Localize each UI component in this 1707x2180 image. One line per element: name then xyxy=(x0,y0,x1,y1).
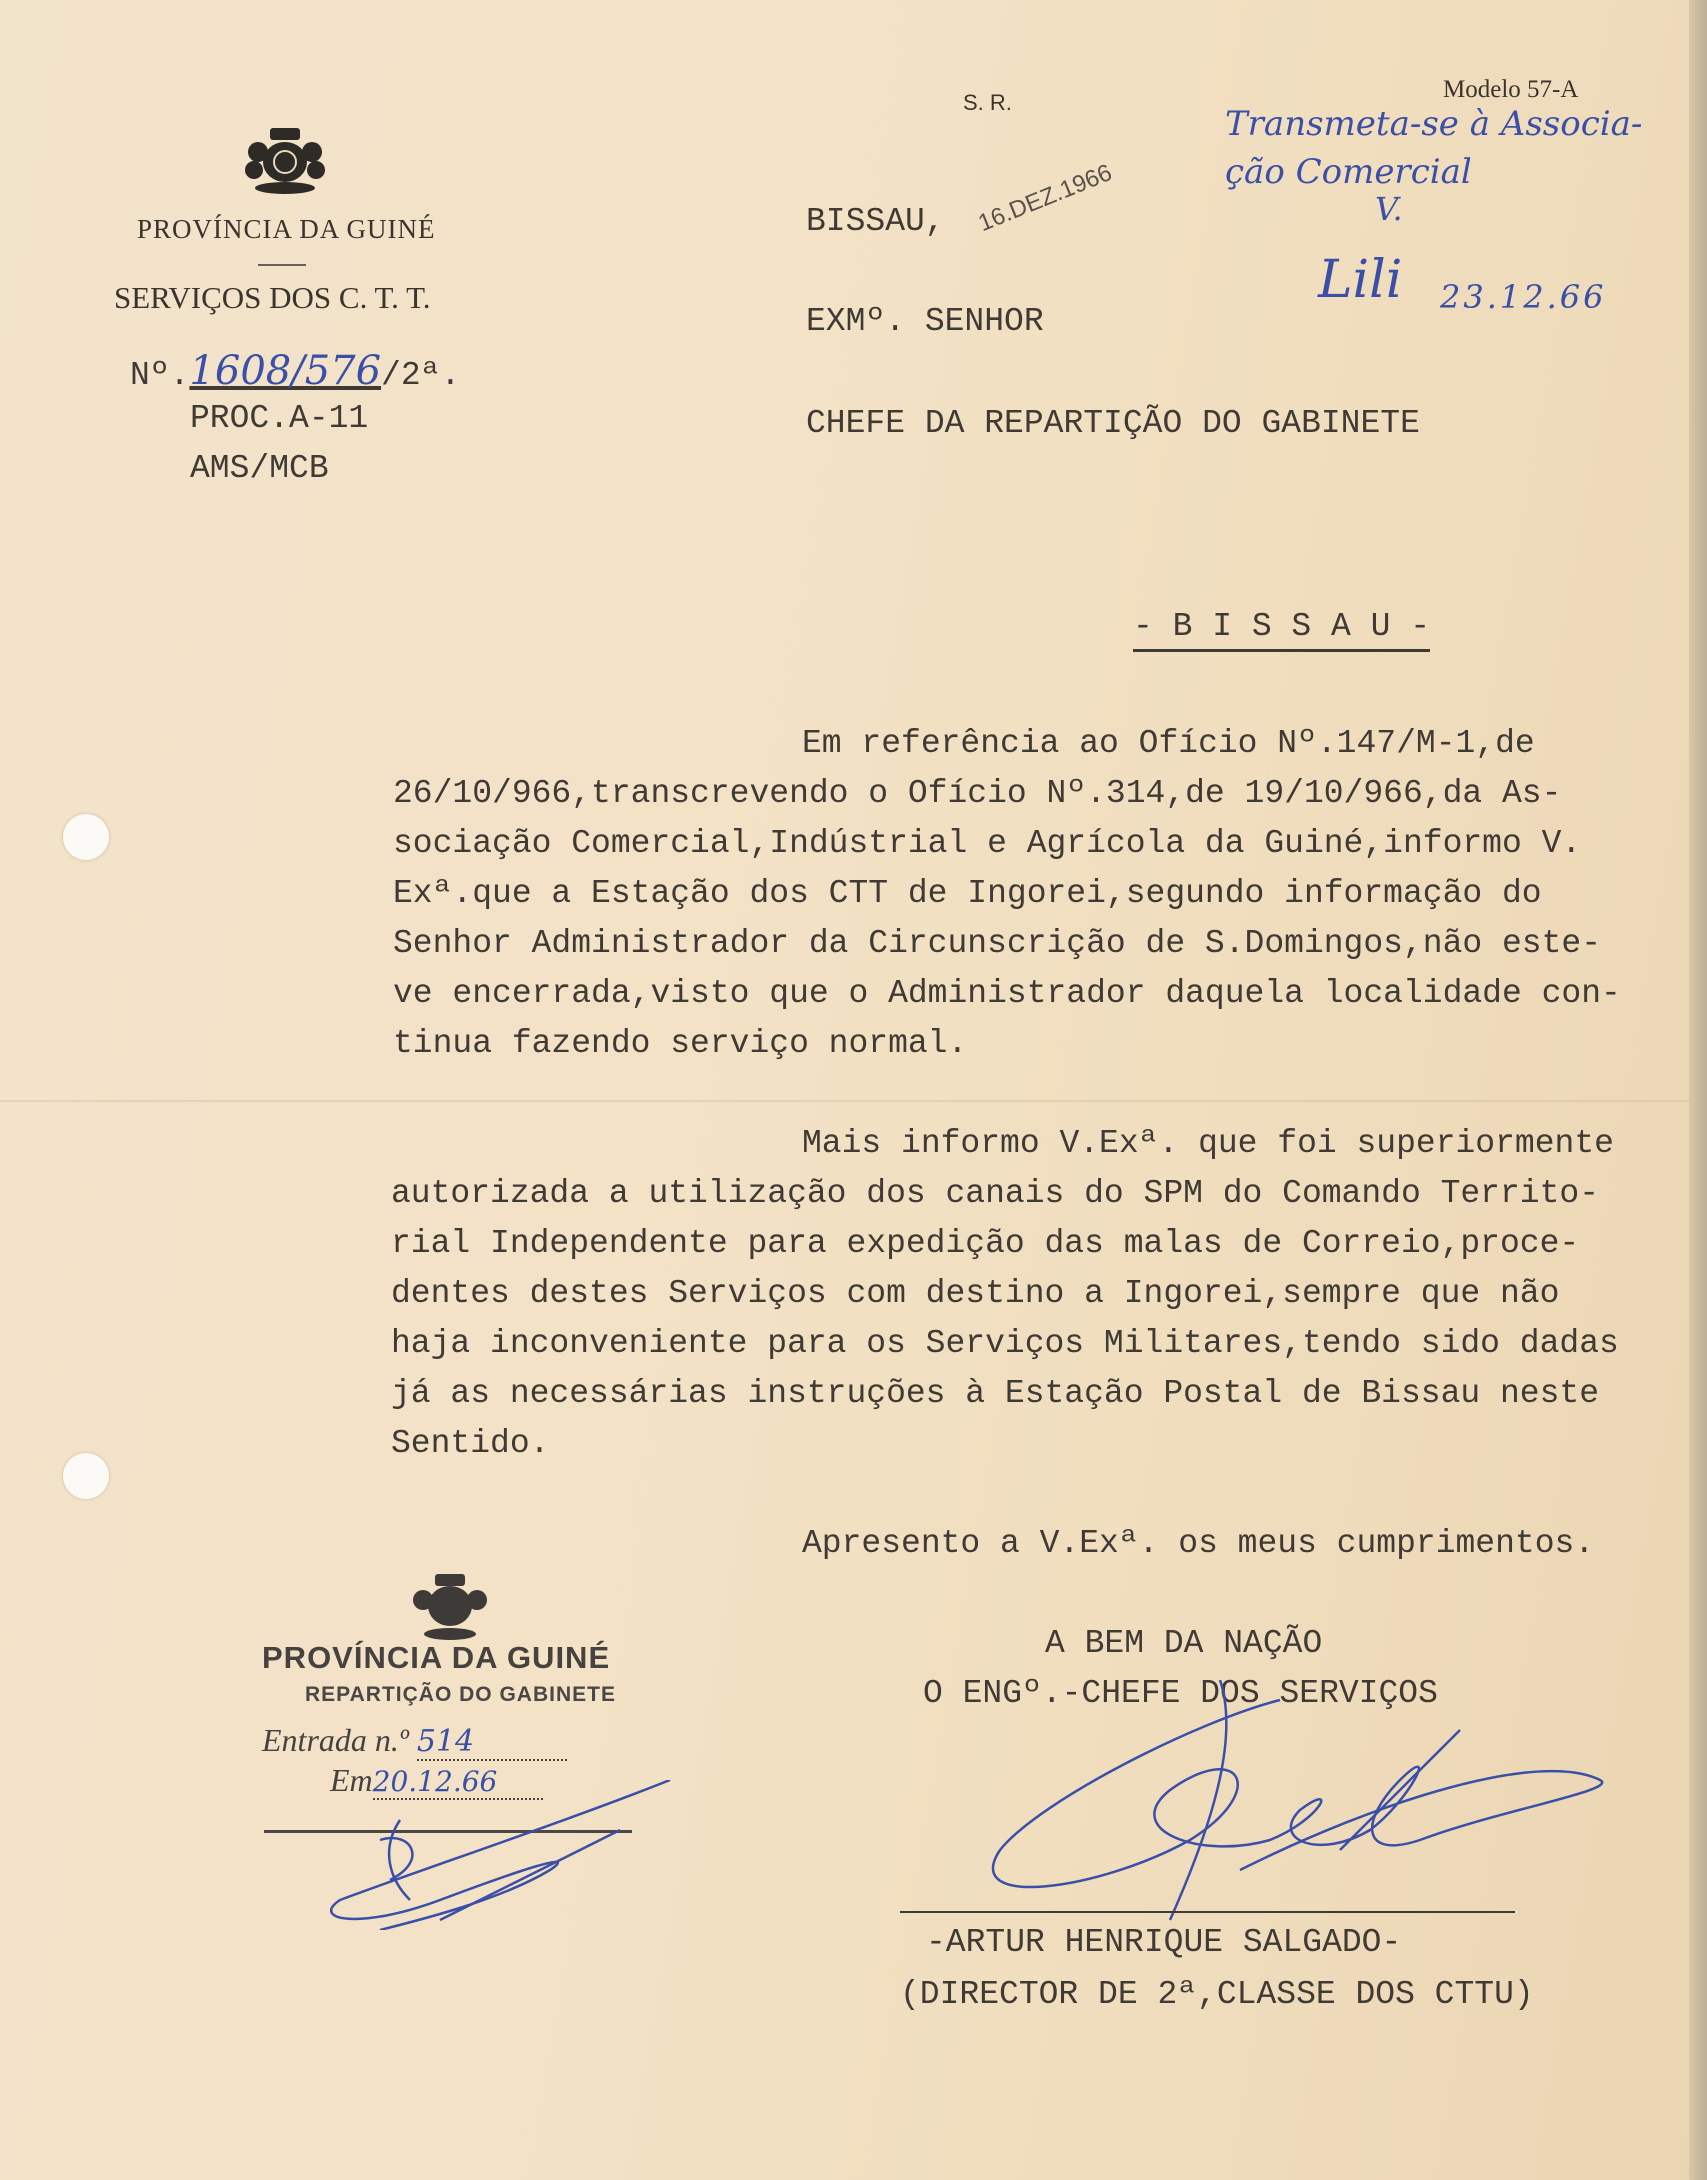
body-line: Exª.que a Estação dos CTT de Ingorei,segundo informação do xyxy=(393,875,1542,912)
reference-prefix: Nº. xyxy=(130,357,190,394)
body-line: Em referência ao Ofício Nº.147/M-1,de xyxy=(802,725,1535,762)
body-line: sociação Comercial,Indústrial e Agrícola da Guiné,informo V. xyxy=(393,825,1582,862)
body-line: 26/10/966,transcrevendo o Ofício Nº.314,de 19/10/966,da As- xyxy=(393,775,1562,812)
service-heading: SERVIÇOS DOS C. T. T. xyxy=(114,280,431,315)
date-stamp: 16.DEZ.1966 xyxy=(974,159,1116,238)
annotation-date: 23.12.66 xyxy=(1440,278,1607,316)
city-line: BISSAU, xyxy=(806,203,945,240)
date-label: Em xyxy=(330,1762,373,1798)
body-line: autorizada a utilização dos canais do SPM do Comando Territo- xyxy=(391,1175,1599,1212)
coat-of-arms-icon xyxy=(238,126,332,196)
closing: Apresento a V.Exª. os meus cumprimentos. xyxy=(802,1525,1595,1562)
stamp-entry xyxy=(262,1722,567,1761)
page-edge xyxy=(1689,0,1707,2180)
stamp-province: PROVÍNCIA DA GUINÉ xyxy=(262,1640,611,1675)
entry-date: 20.12.66 xyxy=(373,1765,543,1800)
annotation-mark: V. xyxy=(1375,190,1403,228)
sr-label: S. R. xyxy=(963,90,1012,115)
punch-hole xyxy=(63,1453,109,1499)
reference-number xyxy=(130,348,460,394)
body-line: tinua fazendo serviço normal. xyxy=(393,1025,968,1062)
stamp-coat-of-arms-icon xyxy=(405,1570,495,1642)
salutation: EXMº. SENHOR xyxy=(806,303,1044,340)
body-line: Mais informo V.Exª. que foi superiormente xyxy=(802,1125,1614,1162)
reference-suffix: /2ª. xyxy=(381,357,461,394)
province-heading: PROVÍNCIA DA GUINÉ xyxy=(137,214,436,244)
punch-hole xyxy=(63,814,109,860)
signer-title: O ENGº.-CHEFE DOS SERVIÇOS xyxy=(923,1675,1438,1712)
initials: AMS/MCB xyxy=(190,450,329,487)
annotation-line: ção Comercial xyxy=(1225,152,1472,192)
entry-number: 514 xyxy=(417,1724,567,1761)
motto: A BEM DA NAÇÃO xyxy=(1045,1625,1323,1662)
form-model: Modelo 57-A xyxy=(1443,76,1579,103)
signature xyxy=(940,1680,1620,1940)
reference-handwritten: 1608/576 xyxy=(189,348,382,394)
recipient: CHEFE DA REPARTIÇÃO DO GABINETE xyxy=(806,405,1420,442)
process-number: PROC.A-11 xyxy=(190,400,369,437)
body-line: já as necessárias instruções à Estação Postal de Bissau neste xyxy=(391,1375,1599,1412)
annotation-signature: Lili xyxy=(1318,250,1403,310)
entry-label: Entrada n.º xyxy=(262,1722,409,1758)
body-line: ve encerrada,visto que o Administrador daquela localidade con- xyxy=(393,975,1621,1012)
divider xyxy=(258,264,306,266)
body-line: haja inconveniente para os Serviços Militares,tendo sido dadas xyxy=(391,1325,1619,1362)
signer-name: -ARTUR HENRIQUE SALGADO- xyxy=(926,1924,1402,1961)
annotation-line: Transmeta-se à Associa- xyxy=(1225,104,1643,144)
body-line: Sentido. xyxy=(391,1425,550,1462)
signer-rank: (DIRECTOR DE 2ª,CLASSE DOS CTTU) xyxy=(900,1976,1534,2013)
signature-line xyxy=(900,1911,1515,1913)
body-line: Senhor Administrador da Circunscrição de S.Domingos,não este- xyxy=(393,925,1601,962)
handwritten-annotation xyxy=(1225,100,1642,196)
stamp-department: REPARTIÇÃO DO GABINETE xyxy=(305,1683,616,1706)
fold-line xyxy=(0,1100,1690,1102)
stamp-initials xyxy=(320,1780,680,1930)
body-line: rial Independente para expedição das malas de Correio,proce- xyxy=(391,1225,1580,1262)
destination: - B I S S A U - xyxy=(1133,608,1430,652)
body-line: dentes destes Serviços com destino a Ingorei,sempre que não xyxy=(391,1275,1560,1312)
